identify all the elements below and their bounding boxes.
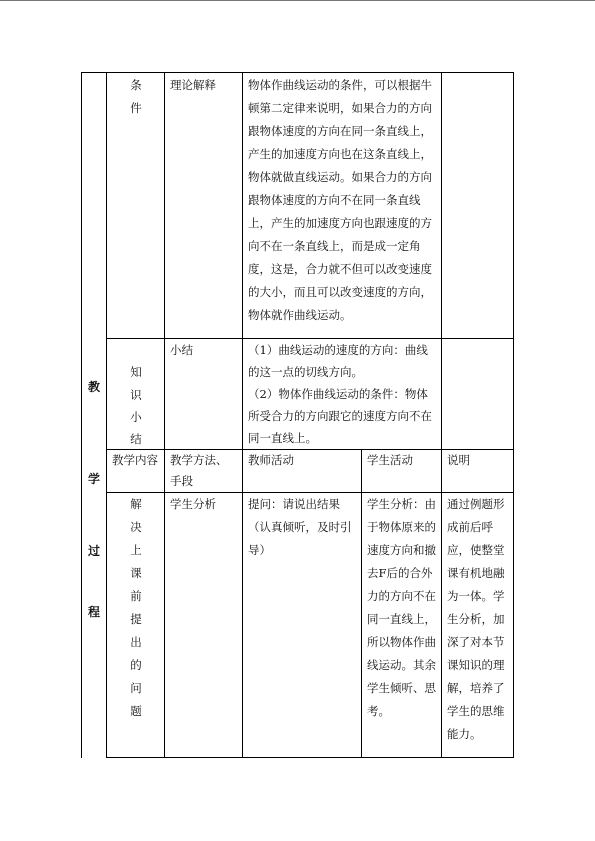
row-summary-content-2: （2）物体作曲线运动的条件：物体所受合力的方向跟它的速度方向不在同一直线上。 (248, 387, 432, 445)
header-teaching-method: 教学方法、手段 (170, 453, 228, 488)
row-condition-label-char: 条 (130, 78, 142, 92)
section-label-char: 过 (87, 544, 100, 558)
table-col-line-4 (361, 449, 362, 758)
row-summary-label-char: 小 (130, 410, 142, 424)
row-solve-label-char: 的 (130, 658, 142, 672)
row-solve-label-char: 课 (130, 566, 142, 580)
table-col-line-1 (106, 72, 107, 758)
section-label-char: 教 (87, 380, 100, 394)
row-summary-label-char: 识 (130, 388, 142, 402)
row-solve-label-char: 解 (130, 497, 142, 511)
section-label-char: 学 (87, 472, 100, 486)
row-summary-label-char: 知 (130, 365, 142, 379)
row-solve-note: 通过例题形成前后呼应，使整堂课有机地融为一体。学生分析，加深了对本节课知识的理解，培养了学生的思维能力。 (447, 497, 505, 741)
table-border-bottom (106, 757, 514, 758)
table-border-left (81, 72, 82, 758)
row-summary-label-char: 结 (130, 432, 142, 446)
row-solve-method: 学生分析 (170, 497, 216, 511)
header-note: 说明 (447, 453, 470, 467)
row-summary-type: 小结 (170, 343, 193, 357)
table-col-line-3 (242, 72, 243, 758)
row-condition-content: 物体作曲线运动的条件，可以根据牛顿第二定律来说明，如果合力的方向跟物体速度的方向在同一条直线上，产生的加速度方向也在这条直线上，物体就做直线运动。如果合力的方向跟物体速度的方向不在同一条直线上，产生的加速度方向也跟速度的方向不在一条直线上，而是成一定角度，这是，合力就不但可以改变速度的大小，而且可以改变速度的方向，物体就作曲线运动。 (248, 78, 432, 322)
row-summary-content-1: （1）曲线运动的速度的方向：曲线的这一点的切线方向。 (248, 343, 428, 379)
header-teaching-content: 教学内容 (112, 453, 158, 467)
row-condition-type: 理论解释 (170, 78, 216, 92)
table-border-right (513, 72, 514, 758)
row-solve-label-char: 决 (130, 520, 142, 534)
table-col-line-5 (441, 72, 442, 758)
row-solve-teacher: 提问：请说出结果（认真倾听，及时引导） (248, 497, 352, 557)
header-teacher-activity: 教师活动 (248, 453, 294, 467)
table-col-line-2 (164, 72, 165, 758)
row-solve-label-char: 前 (130, 589, 142, 603)
row-solve-label-char: 出 (130, 635, 142, 649)
header-student-activity: 学生活动 (367, 453, 413, 467)
row-solve-label-char: 上 (130, 543, 142, 557)
row-condition-label-char: 件 (130, 101, 142, 115)
table-border-top (81, 72, 514, 73)
row-solve-student: 学生分析：由于物体原来的速度方向和撤去F后的合外力的方向不在同一直线上，所以物体作曲线运动。其余学生倾听、思考。 (367, 497, 436, 718)
row-solve-label-char: 提 (130, 612, 142, 626)
section-label-char: 程 (87, 605, 100, 619)
row-solve-label-char: 问 (130, 681, 142, 695)
row-solve-label-char: 题 (130, 704, 142, 718)
